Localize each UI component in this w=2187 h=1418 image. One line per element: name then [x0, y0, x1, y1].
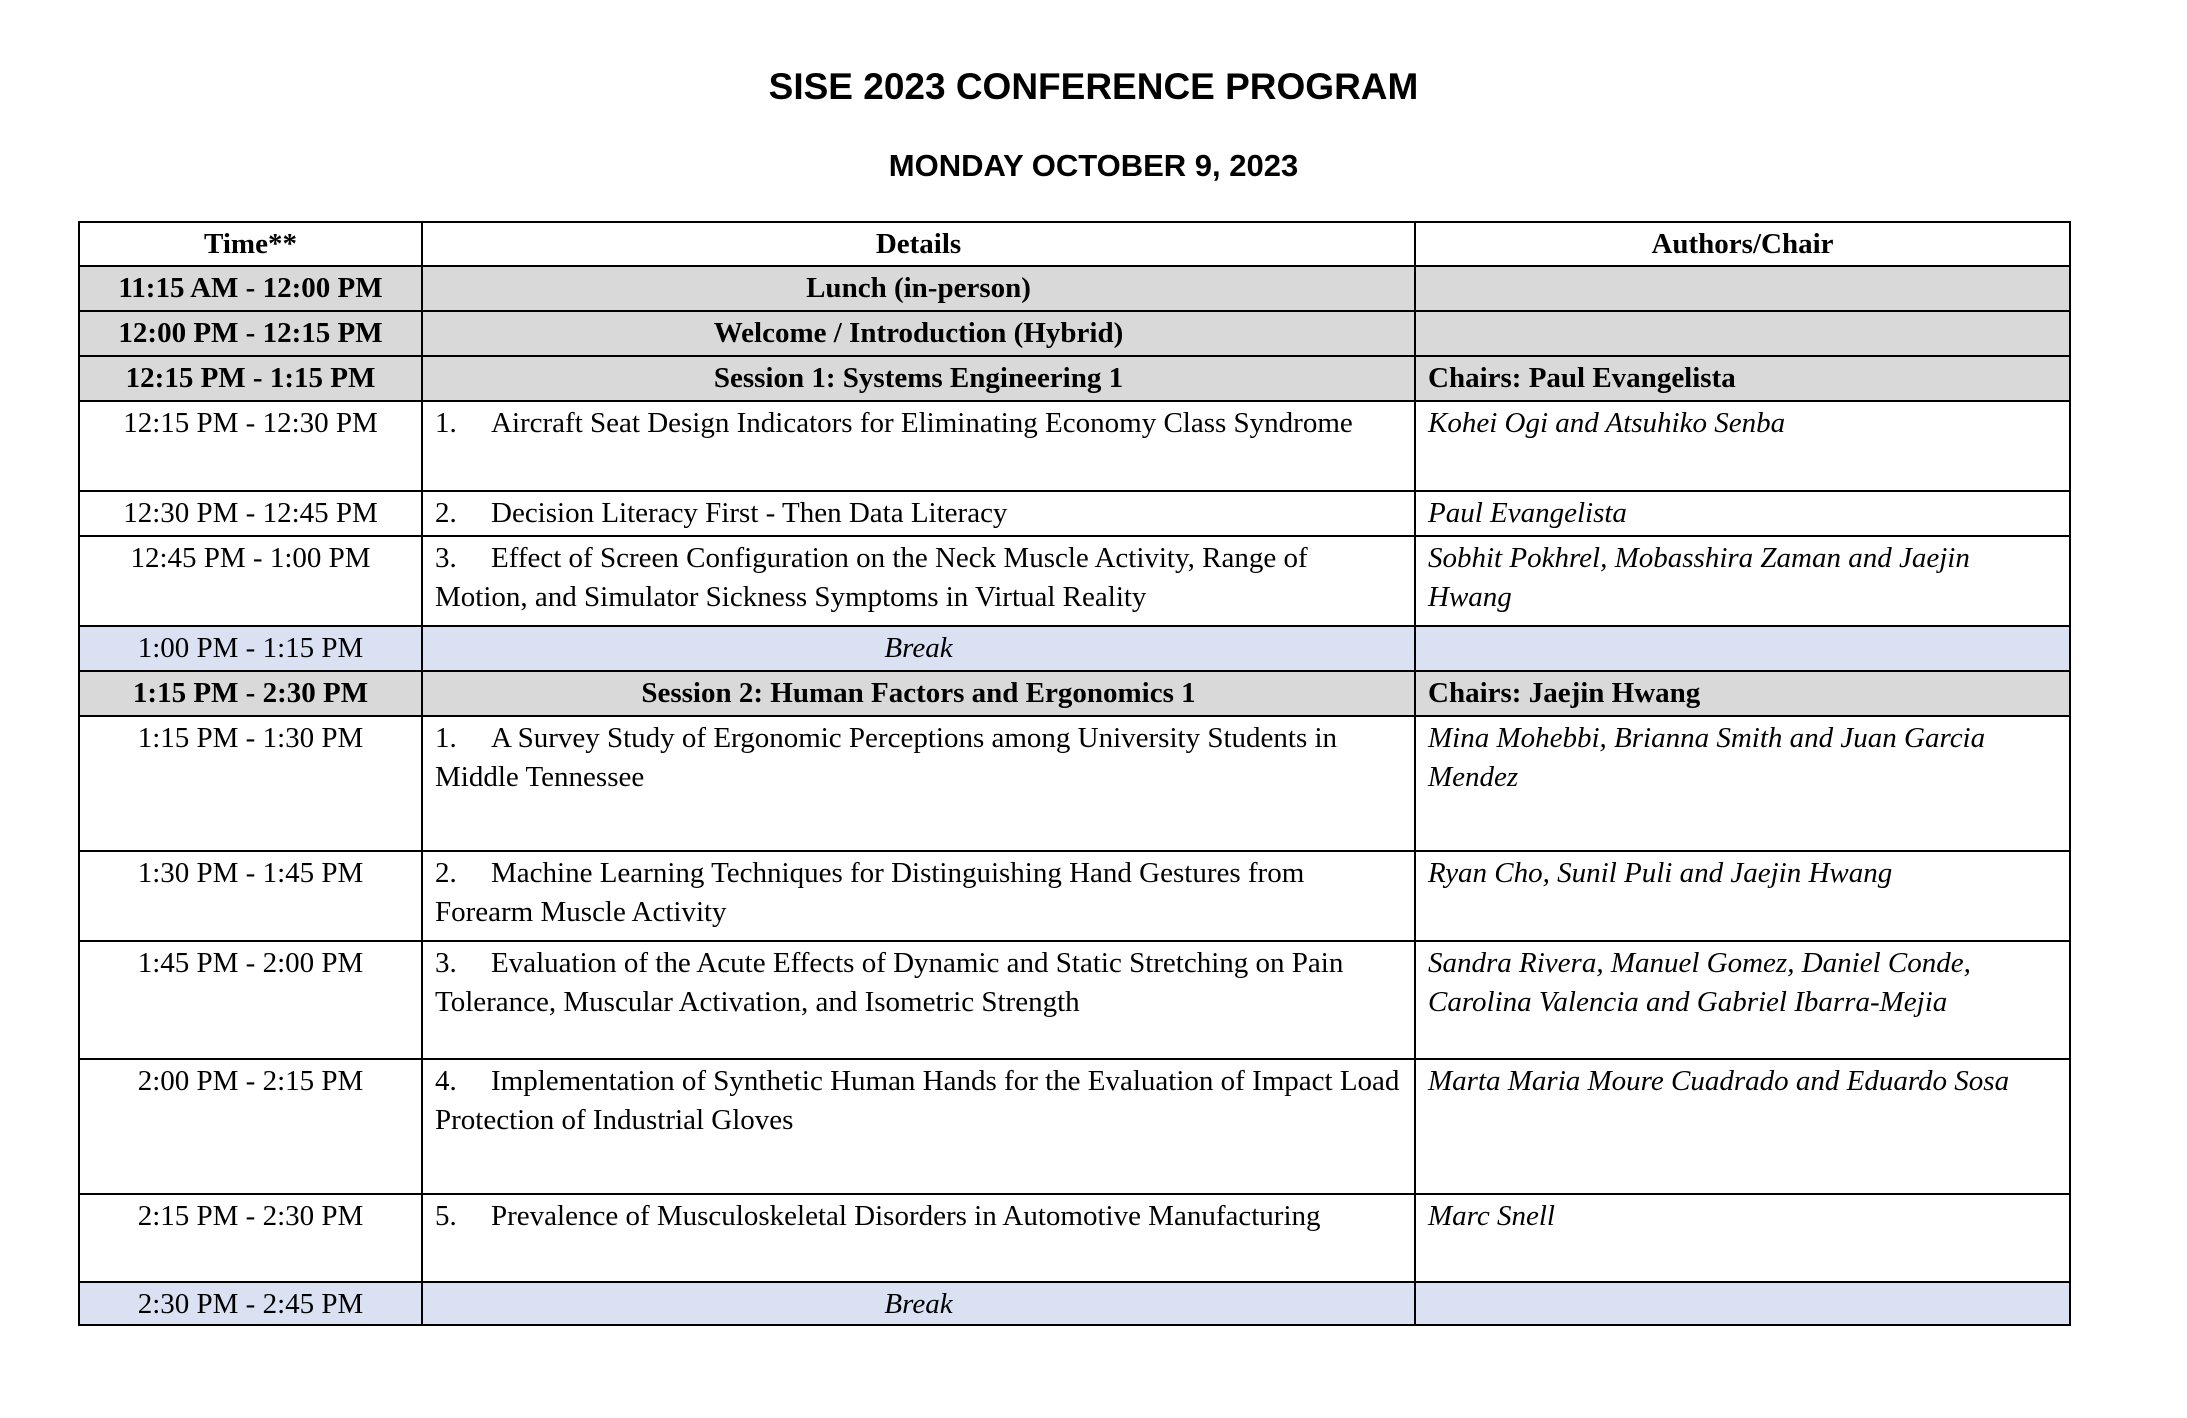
details-cell: Lunch (in-person) [422, 266, 1415, 311]
column-header-details: Details [422, 222, 1415, 266]
table-row [79, 1194, 2070, 1282]
time-cell: 12:30 PM - 12:45 PM [79, 491, 422, 536]
table-row [79, 851, 2070, 941]
details-cell: Break [422, 1282, 1415, 1325]
talk-title: Decision Literacy First - Then Data Literacy [491, 497, 1008, 529]
column-header-time: Time** [79, 222, 422, 266]
talk-number: 2. [435, 857, 457, 889]
authors-cell [1415, 626, 2070, 671]
details-cell: Break [422, 626, 1415, 671]
table-row [79, 311, 2070, 356]
details-cell [422, 1194, 1415, 1282]
table-row [79, 536, 2070, 626]
table-row [79, 626, 2070, 671]
time-cell: 2:00 PM - 2:15 PM [79, 1059, 422, 1194]
details-cell: Session 1: Systems Engineering 1 [422, 356, 1415, 401]
table-row [79, 941, 2070, 1059]
program-table [78, 221, 2071, 1326]
table-header-row [79, 222, 2070, 266]
details-cell [422, 491, 1415, 536]
details-cell [422, 536, 1415, 626]
table-row [79, 401, 2070, 491]
authors-cell: Chairs: Paul Evangelista [1415, 356, 2070, 401]
table-row [79, 671, 2070, 716]
talk-number: 5. [435, 1200, 457, 1232]
talk-number: 2. [435, 497, 457, 529]
authors-cell [1415, 311, 2070, 356]
authors-cell: Ryan Cho, Sunil Puli and Jaejin Hwang [1415, 851, 2070, 941]
column-header-authors: Authors/Chair [1415, 222, 2070, 266]
talk-number: 1. [435, 722, 457, 754]
time-cell: 12:00 PM - 12:15 PM [79, 311, 422, 356]
authors-cell: Marc Snell [1415, 1194, 2070, 1282]
authors-cell [1415, 266, 2070, 311]
table-row [79, 1059, 2070, 1194]
time-cell: 11:15 AM - 12:00 PM [79, 266, 422, 311]
details-cell: Welcome / Introduction (Hybrid) [422, 311, 1415, 356]
authors-cell: Chairs: Jaejin Hwang [1415, 671, 2070, 716]
details-cell: Session 2: Human Factors and Ergonomics 1 [422, 671, 1415, 716]
authors-cell: Mina Mohebbi, Brianna Smith and Juan Garcia Mendez [1415, 716, 2070, 851]
talk-title: Evaluation of the Acute Effects of Dynamic and Static Stretching on Pain Tolerance, Muscular Activation, and Isometric Strength [435, 947, 1344, 1018]
authors-cell [1415, 1282, 2070, 1325]
time-cell: 1:00 PM - 1:15 PM [79, 626, 422, 671]
authors-cell: Paul Evangelista [1415, 491, 2070, 536]
table-row [79, 356, 2070, 401]
time-cell: 12:15 PM - 12:30 PM [79, 401, 422, 491]
talk-title: Implementation of Synthetic Human Hands for the Evaluation of Impact Load Protection of Industrial Gloves [435, 1065, 1400, 1136]
time-cell: 12:15 PM - 1:15 PM [79, 356, 422, 401]
details-cell [422, 941, 1415, 1059]
time-cell: 2:15 PM - 2:30 PM [79, 1194, 422, 1282]
time-cell: 1:30 PM - 1:45 PM [79, 851, 422, 941]
time-cell: 1:15 PM - 2:30 PM [79, 671, 422, 716]
talk-title: A Survey Study of Ergonomic Perceptions among University Students in Middle Tennessee [435, 722, 1338, 793]
talk-number: 1. [435, 407, 457, 439]
talk-title: Aircraft Seat Design Indicators for Eliminating Economy Class Syndrome [491, 407, 1353, 439]
time-cell: 1:45 PM - 2:00 PM [79, 941, 422, 1059]
table-row [79, 1282, 2070, 1325]
talk-number: 3. [435, 542, 457, 574]
details-cell [422, 716, 1415, 851]
time-cell: 2:30 PM - 2:45 PM [79, 1282, 422, 1325]
talk-title: Machine Learning Techniques for Distinguishing Hand Gestures from Forearm Muscle Activity [435, 857, 1305, 928]
authors-cell: Kohei Ogi and Atsuhiko Senba [1415, 401, 2070, 491]
details-cell [422, 1059, 1415, 1194]
table-row [79, 491, 2070, 536]
talk-title: Effect of Screen Configuration on the Neck Muscle Activity, Range of Motion, and Simulator Sickness Symptoms in Virtual Reality [435, 542, 1308, 613]
authors-cell: Marta Maria Moure Cuadrado and Eduardo Sosa [1415, 1059, 2070, 1194]
time-cell: 12:45 PM - 1:00 PM [79, 536, 422, 626]
talk-title: Prevalence of Musculoskeletal Disorders in Automotive Manufacturing [491, 1200, 1321, 1232]
time-cell: 1:15 PM - 1:30 PM [79, 716, 422, 851]
page-date: MONDAY OCTOBER 9, 2023 [888, 148, 1299, 183]
authors-cell: Sandra Rivera, Manuel Gomez, Daniel Conde, Carolina Valencia and Gabriel Ibarra-Mejia [1415, 941, 2070, 1059]
table-row [79, 716, 2070, 851]
details-cell [422, 851, 1415, 941]
talk-number: 4. [435, 1065, 457, 1097]
table-row [79, 266, 2070, 311]
details-cell [422, 401, 1415, 491]
page-title: SISE 2023 CONFERENCE PROGRAM [768, 66, 1419, 107]
authors-cell: Sobhit Pokhrel, Mobasshira Zaman and Jaejin Hwang [1415, 536, 2070, 626]
talk-number: 3. [435, 947, 457, 979]
